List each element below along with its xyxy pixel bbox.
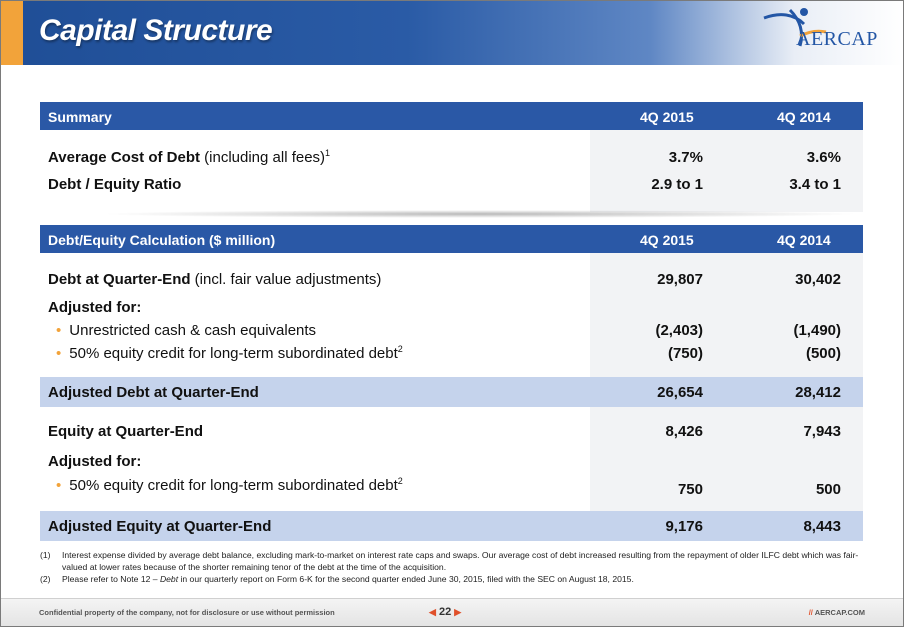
summary-header-bar: [40, 102, 863, 130]
row-label-bold: Debt / Equity Ratio: [48, 176, 182, 193]
value-2014: 500: [815, 481, 841, 498]
value-2015: 8,426: [665, 423, 703, 440]
footer-site: [809, 608, 865, 617]
summary-values-shade: [590, 130, 863, 212]
bullet-icon: •: [56, 477, 62, 494]
bullet-icon: •: [56, 322, 62, 339]
value-2014: (500): [805, 345, 841, 362]
slash-icon: //: [808, 608, 813, 617]
prev-page-icon[interactable]: ◀: [429, 607, 436, 617]
footnote-emphasis: Debt: [159, 574, 179, 584]
footnote-1: [40, 549, 860, 573]
value-2015: (750): [667, 345, 703, 362]
value-2014: (1,490): [793, 322, 841, 339]
value-2015: 29,807: [657, 271, 703, 288]
calc-header-bar: [40, 225, 863, 253]
calc-col-2015: 4Q 2015: [640, 232, 694, 248]
footnote-ref: 2: [397, 344, 403, 354]
row-label: Adjusted Debt at Quarter-End: [48, 384, 259, 401]
row-label-rest: (incl. fair value adjustments): [190, 271, 382, 288]
value-2015: 9,176: [665, 518, 703, 535]
bullet-icon: •: [56, 345, 62, 362]
logo-wordmark: AERCAP: [796, 28, 878, 50]
adjusted-equity-row: [40, 511, 863, 541]
footnote-number: (2): [40, 574, 51, 584]
value-2014: 28,412: [795, 384, 841, 401]
adjusted-debt-row: [40, 377, 863, 407]
footnote-text: Interest expense divided by average debt balance, excluding mark-to-market on interest rate caps and swaps. Our average cost of debt increased resulting from the repayment of older ILFC debt which was fair-valued at lower rates because of the shorter remaining tenor of the debt at the time of the acquisition.: [62, 550, 859, 572]
footnote-number: (1): [40, 550, 51, 560]
value-2014: 3.4 to 1: [789, 176, 841, 193]
adjusted-for-label: Adjusted for:: [48, 299, 142, 316]
page-indicator: [429, 606, 461, 618]
value-2015: (2,403): [655, 322, 703, 339]
footnote-ref: 2: [397, 476, 403, 486]
row-label-rest: (including all fees): [199, 149, 326, 166]
value-2014: 30,402: [795, 271, 841, 288]
summary-col-2014: 4Q 2014: [777, 109, 831, 125]
next-page-icon[interactable]: ▶: [454, 607, 462, 617]
bullet-label: Unrestricted cash & cash equivalents: [69, 322, 317, 339]
value-2015: 750: [677, 481, 703, 498]
summary-col-2015: 4Q 2015: [640, 109, 694, 125]
section-shadow: [100, 210, 860, 218]
value-2014: 3.6%: [806, 149, 841, 166]
value-2014: 8,443: [803, 518, 841, 535]
footnote-2: [40, 573, 860, 585]
row-label-bold: Average Cost of Debt: [48, 149, 200, 166]
footnotes: [40, 549, 860, 585]
bullet-label: 50% equity credit for long-term subordinated debt: [69, 477, 398, 494]
value-2015: 3.7%: [668, 149, 703, 166]
value-2015: 2.9 to 1: [651, 176, 703, 193]
row-label-bold: Debt at Quarter-End: [48, 271, 191, 288]
summary-title: Summary: [48, 109, 112, 125]
page-number: 22: [438, 606, 452, 618]
header-accent: [1, 1, 23, 65]
row-label: Equity at Quarter-End: [48, 423, 204, 440]
adjusted-for-label: Adjusted for:: [48, 453, 142, 470]
calc-title: Debt/Equity Calculation ($ million): [48, 232, 276, 248]
confidential-notice: Confidential property of the company, not for disclosure or use without permission: [39, 608, 335, 617]
value-2014: 7,943: [803, 423, 841, 440]
value-2015: 26,654: [657, 384, 703, 401]
row-label: Adjusted Equity at Quarter-End: [48, 518, 272, 535]
site-url: AERCAP.COM: [814, 608, 865, 617]
footnote-text: Please refer to Note 12 –: [62, 574, 160, 584]
bullet-label: 50% equity credit for long-term subordinated debt: [69, 345, 398, 362]
slide-footer: [1, 598, 903, 626]
calc-col-2014: 4Q 2014: [777, 232, 831, 248]
footnote-text: in our quarterly report on Form 6-K for the second quarter ended June 30, 2015, filed with the SEC on August 18, 2015.: [178, 574, 634, 584]
page-title: Capital Structure: [39, 14, 273, 47]
footnote-ref: 1: [325, 148, 331, 158]
